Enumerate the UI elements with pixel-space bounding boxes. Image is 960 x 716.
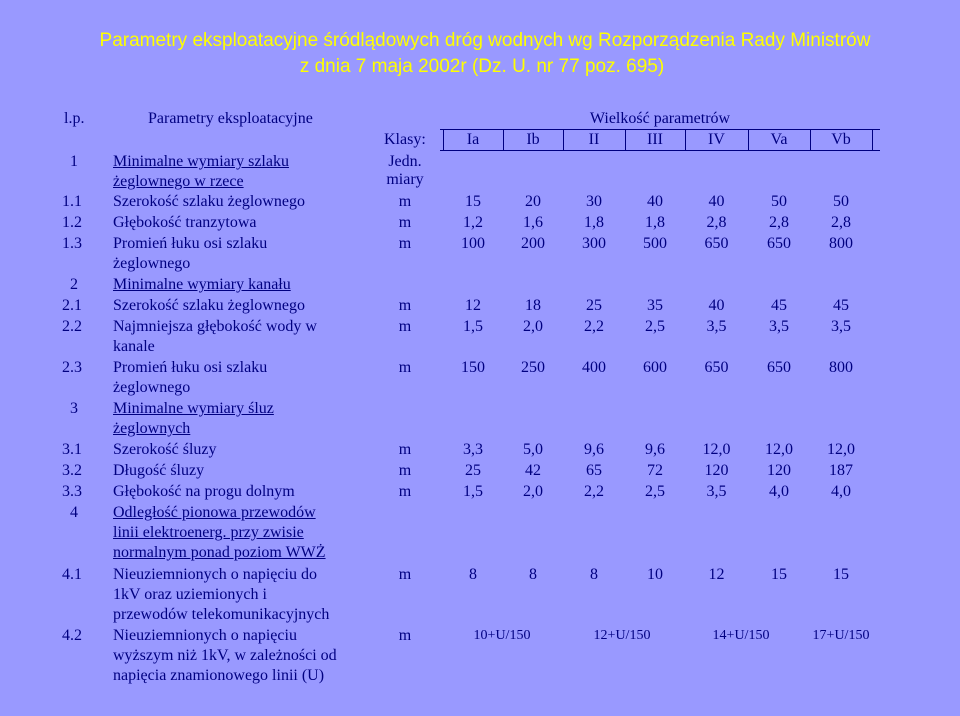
row-param-name: linii elektroenerg. przy zwisie [113,524,304,541]
header-divider [625,129,626,150]
row-value: 12,0 [827,441,855,458]
row-value: 2,5 [645,318,665,335]
row-value: 8 [590,566,598,583]
row-value: 800 [829,235,853,252]
row-value-span: 12+U/150 [593,628,651,643]
row-unit: m [398,483,412,500]
row-value: 3,5 [769,318,789,335]
row-value: 1,5 [463,318,483,335]
row-value: 18 [525,297,541,314]
row-value: 10 [647,566,663,583]
row-param-name: normalnym ponad poziom WWŻ [113,544,326,561]
row-lp: 4.2 [62,627,82,644]
row-value: 3,3 [463,441,483,458]
row-param-name: Nieuziemnionych o napięciu [113,627,297,644]
row-value: 8 [529,566,537,583]
row-unit: m [398,359,412,376]
row-lp: 2 [70,276,78,293]
row-value: 800 [829,359,853,376]
header-divider [748,129,749,150]
row-value: 12,0 [702,441,731,458]
header-jedn-2: miary [386,171,424,188]
header-class-Vb: Vb [831,131,851,148]
row-value: 40 [708,193,725,210]
row-param-name: Głębokość na progu dolnym [113,483,295,500]
row-value: 300 [582,235,606,252]
header-class-IV: IV [708,131,725,148]
row-value: 5,0 [523,441,543,458]
row-param-name: wyższym niż 1kV, w zależności od [113,647,337,664]
header-divider [503,129,504,150]
row-value: 2,5 [645,483,665,500]
row-param-name: Minimalne wymiary szlaku [113,153,289,170]
header-divider [872,129,873,150]
row-value: 500 [643,235,667,252]
row-value: 120 [767,462,791,479]
row-unit: m [398,214,412,231]
row-value-span: 10+U/150 [473,628,531,643]
row-lp: 1.2 [62,214,82,231]
row-value: 187 [829,462,853,479]
row-lp: 3 [70,400,78,417]
row-value-span: 17+U/150 [812,628,870,643]
title-line-1: Parametry eksploatacyjne śródlądowych dróg wodnych wg Rozporządzenia Rady Ministrów [99,30,871,51]
row-lp: 1.1 [62,193,82,210]
row-param-name: Nieuziemnionych o napięciu do [113,566,317,583]
row-value: 600 [643,359,667,376]
header-rule-classes [440,150,880,151]
row-value: 2,0 [523,483,543,500]
header-class-III: III [647,131,663,148]
row-value: 200 [521,235,545,252]
row-param-name: żeglownego w rzece [113,173,244,190]
row-value: 2,2 [584,318,604,335]
row-value: 9,6 [584,441,604,458]
header-param: Parametry eksploatacyjne [148,110,313,127]
row-value: 2,8 [706,214,727,231]
row-lp: 3.1 [62,441,82,458]
row-param-name: żeglownych [113,420,191,437]
row-value: 35 [647,297,663,314]
row-value: 150 [461,359,485,376]
row-value: 45 [771,297,787,314]
row-unit: m [398,627,412,644]
row-value: 1,8 [584,214,604,231]
row-unit: m [398,318,412,335]
row-value: 4,0 [831,483,851,500]
row-value: 3,5 [831,318,851,335]
header-divider [443,129,444,150]
row-param-name: żeglownego [113,379,191,396]
row-value: 40 [708,297,725,314]
row-value: 1,2 [463,214,483,231]
row-value: 3,5 [706,318,727,335]
row-lp: 1.3 [62,235,82,252]
row-value: 650 [704,359,729,376]
header-class-Ia: Ia [466,131,480,148]
header-divider [563,129,564,150]
row-param-name: Szerokość śluzy [113,441,217,458]
header-klasy: Klasy: [384,131,426,148]
header-class-II: II [588,131,600,148]
row-value: 4,0 [769,483,789,500]
row-param-name: Najmniejsza głębokość wody w [113,318,317,335]
row-param-name: przewodów telekomunikacyjnych [113,606,330,623]
header-rule-top [440,129,880,130]
row-unit: m [398,297,412,314]
row-value: 2,2 [584,483,604,500]
row-value: 8 [469,566,477,583]
row-unit: m [398,235,412,252]
row-lp: 2.1 [62,297,82,314]
row-param-name: Szerokość szlaku żeglownego [113,193,305,210]
row-param-name: 1kV oraz uziemionych i [113,586,267,603]
row-value: 120 [704,462,729,479]
row-value: 400 [582,359,606,376]
header-class-Ib: Ib [526,131,540,148]
row-lp: 3.2 [62,462,82,479]
header-divider [810,129,811,150]
row-value: 50 [833,193,849,210]
row-value: 65 [586,462,602,479]
row-param-name: Minimalne wymiary kanału [113,276,291,293]
row-param-name: kanale [113,338,155,355]
row-value: 20 [525,193,541,210]
row-value: 45 [833,297,849,314]
row-value: 1,8 [645,214,665,231]
row-unit: m [398,462,412,479]
row-value: 3,5 [706,483,727,500]
row-value: 72 [647,462,663,479]
row-param-name: napięcia znamionowego linii (U) [113,667,325,684]
row-lp: 4 [70,504,78,521]
row-value: 30 [586,193,602,210]
row-param-name: Promień łuku osi szlaku [113,359,268,376]
row-lp: 3.3 [62,483,82,500]
row-unit: m [398,566,412,583]
row-unit: m [398,193,412,210]
row-value: 2,0 [523,318,543,335]
row-value: 100 [461,235,485,252]
row-value: 12 [465,297,481,314]
row-value: 12,0 [765,441,793,458]
row-value: 42 [525,462,541,479]
title-line-2: z dnia 7 maja 2002r (Dz. U. nr 77 poz. 695) [299,56,665,77]
row-value: 1,6 [523,214,543,231]
row-lp: 2.2 [62,318,82,335]
row-value: 650 [767,235,791,252]
row-param-name: Promień łuku osi szlaku [113,235,268,252]
row-value: 650 [704,235,729,252]
row-value: 250 [521,359,545,376]
row-lp: 1 [70,153,78,170]
row-value: 1,5 [463,483,483,500]
row-value: 12 [708,566,725,583]
row-value: 25 [586,297,602,314]
row-param-name: Głębokość tranzytowa [113,214,257,231]
row-lp: 2.3 [62,359,82,376]
row-param-name: Szerokość szlaku żeglownego [113,297,305,314]
header-lp: l.p. [64,110,85,127]
row-param-name: Minimalne wymiary śluz [113,400,274,417]
header-wielkosc: Wielkość parametrów [589,110,731,127]
row-value: 15 [771,566,787,583]
row-param-name: Odległość pionowa przewodów [113,504,316,521]
row-value: 2,8 [769,214,789,231]
row-value: 25 [465,462,481,479]
row-value: 50 [771,193,787,210]
row-value: 2,8 [831,214,851,231]
row-param-name: żeglownego [113,255,191,272]
row-value-span: 14+U/150 [712,628,770,643]
row-value: 9,6 [645,441,665,458]
header-class-Va: Va [770,131,788,148]
header-divider [685,129,686,150]
row-value: 650 [767,359,791,376]
row-unit: m [398,441,412,458]
row-lp: 4.1 [62,566,82,583]
row-value: 15 [833,566,849,583]
row-value: 15 [465,193,481,210]
row-value: 40 [647,193,663,210]
row-param-name: Długość śluzy [113,462,205,479]
header-jedn-1: Jedn. [388,153,422,170]
